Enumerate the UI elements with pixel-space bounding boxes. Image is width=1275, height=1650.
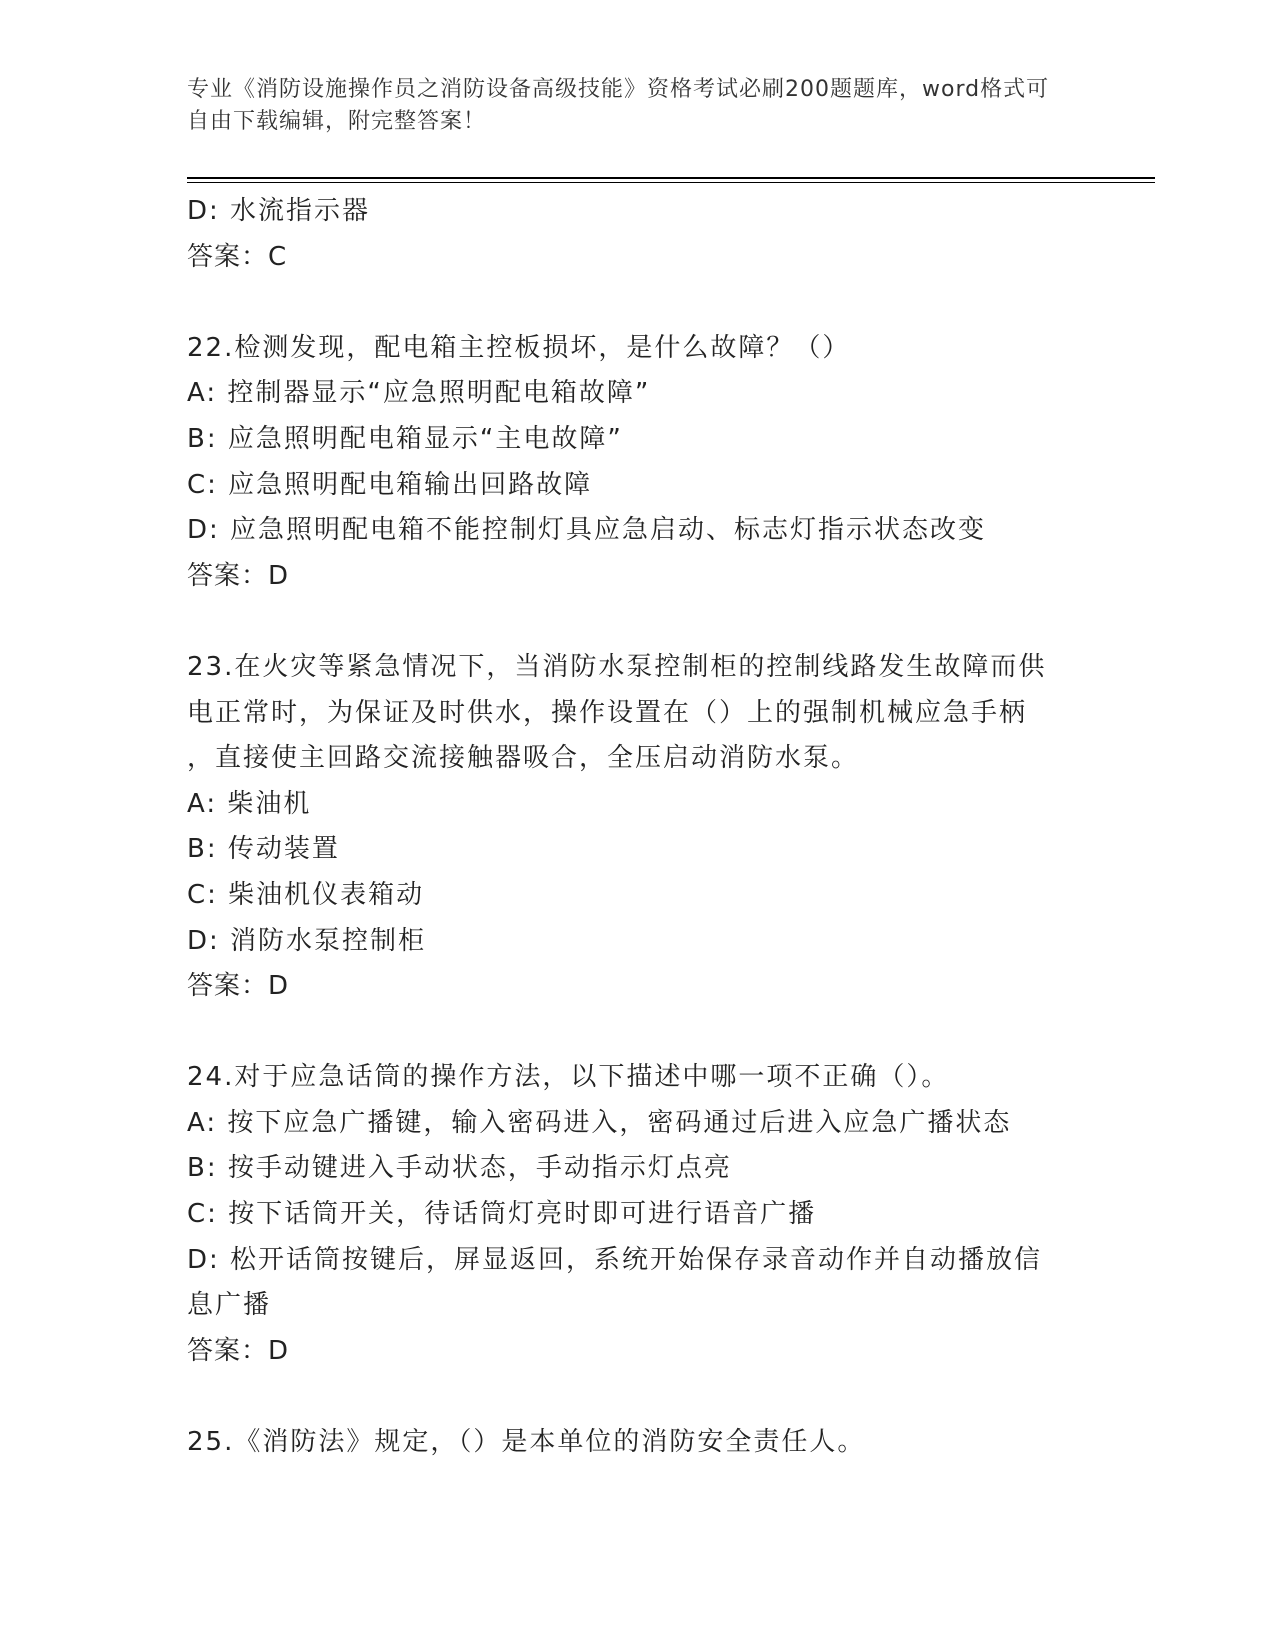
q24-option-d-line-1: D: 松开话筒按键后，屏显返回，系统开始保存录音动作并自动播放信 xyxy=(187,1244,1043,1275)
question-25 xyxy=(187,1420,1087,1466)
q22-option-b: B: 应急照明配电箱显示“主电故障” xyxy=(187,423,623,454)
q21-option-d: D: 水流指示器 xyxy=(187,196,371,226)
q24-stem: 24.对于应急话筒的操作方法，以下描述中哪一项不正确（）。 xyxy=(187,1062,950,1093)
q23-stem-line-1: 23.在火灾等紧急情况下，当消防水泵控制柜的控制线路发生故障而供 xyxy=(187,651,1047,682)
q22-stem: 22.检测发现，配电箱主控板损坏，是什么故障？（） xyxy=(187,332,851,363)
spacer xyxy=(187,599,1087,645)
q25-stem: 25.《消防法》规定，（）是本单位的消防安全责任人。 xyxy=(187,1427,866,1458)
question-23 xyxy=(187,645,1087,1010)
q22-option-c: C: 应急照明配电箱输出回路故障 xyxy=(187,469,593,500)
spacer xyxy=(187,1010,1087,1056)
q22-option-d: D: 应急照明配电箱不能控制灯具应急启动、标志灯指示状态改变 xyxy=(187,515,987,546)
question-24 xyxy=(187,1055,1087,1374)
q22-option-a: A: 控制器显示“应急照明配电箱故障” xyxy=(187,378,651,409)
q21-answer: 答案：C xyxy=(187,241,288,272)
q22-answer: 答案：D xyxy=(187,560,290,591)
q24-option-b: B: 按手动键进入手动状态，手动指示灯点亮 xyxy=(187,1153,732,1184)
q23-option-c: C: 柴油机仪表箱动 xyxy=(187,879,425,910)
q23-option-a: A: 柴油机 xyxy=(187,788,312,819)
header-rule-thick xyxy=(187,177,1155,179)
q23-stem-line-2: 电正常时，为保证及时供水，操作设置在（）上的强制机械应急手柄 xyxy=(187,697,1028,728)
q23-option-b: B: 传动装置 xyxy=(187,834,340,865)
q23-answer: 答案：D xyxy=(187,971,290,1002)
q24-option-d-line-2: 息广播 xyxy=(187,1290,272,1321)
header-rule-thin xyxy=(187,182,1155,183)
spacer xyxy=(187,1374,1087,1420)
q24-option-c: C: 按下话筒开关，待话筒灯亮时即可进行语音广播 xyxy=(187,1199,817,1230)
q24-answer: 答案：D xyxy=(187,1335,290,1366)
q24-option-a: A: 按下应急广播键，输入密码进入，密码通过后进入应急广播状态 xyxy=(187,1107,1012,1138)
q23-option-d: D: 消防水泵控制柜 xyxy=(187,925,427,956)
question-22 xyxy=(187,326,1087,600)
document-body xyxy=(187,189,1087,1466)
q23-stem-line-3: ，直接使主回路交流接触器吸合，全压启动消防水泵。 xyxy=(187,743,860,774)
spacer xyxy=(187,280,1087,326)
document-header: 专业《消防设施操作员之消防设备高级技能》资格考试必刷200题题库，word格式可自由下载编辑，附完整答案！ xyxy=(187,77,1050,134)
